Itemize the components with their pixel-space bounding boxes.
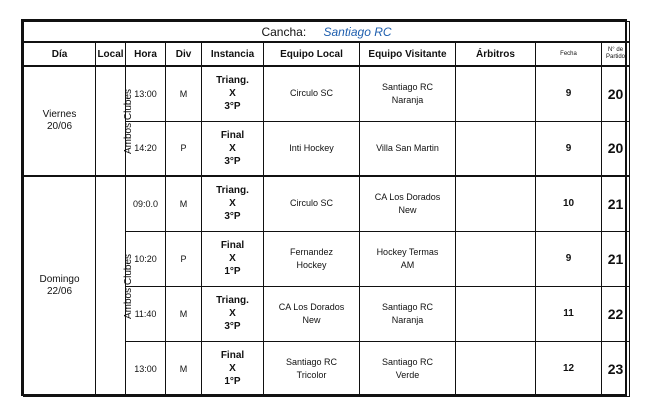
team-line: Santiago RC <box>381 356 434 367</box>
team-line: AM <box>400 259 415 270</box>
title-cell <box>24 22 630 43</box>
div-cell: M <box>166 176 202 231</box>
col-hora: Hora <box>126 42 166 66</box>
arbitros-cell <box>456 341 536 396</box>
instancia-cell <box>202 66 264 121</box>
arbitros-cell <box>456 176 536 231</box>
table-row <box>24 176 630 231</box>
col-partido <box>602 42 630 66</box>
col-fecha: Fecha <box>536 42 602 66</box>
instancia-line: X <box>229 253 236 264</box>
partido-cell: 22 <box>602 286 630 341</box>
instancia-line: 3°P <box>224 321 241 332</box>
col-partido-line2: Partido <box>605 54 625 60</box>
team-line: Villa San Martin <box>376 142 439 153</box>
fecha-cell: 9 <box>536 231 602 286</box>
fecha-cell: 12 <box>536 341 602 396</box>
local-cell <box>96 66 135 176</box>
instancia-line: Final <box>220 240 245 251</box>
div-cell: M <box>166 66 202 121</box>
equipo-local-cell <box>264 286 360 341</box>
partido-cell: 20 <box>602 66 630 121</box>
hora-cell: 13:00 <box>126 341 166 396</box>
equipo-visitante-cell <box>360 286 456 341</box>
instancia-line: 3°P <box>224 211 241 223</box>
equipo-local-cell <box>264 66 360 121</box>
team-line: Santiago RC <box>381 81 434 92</box>
team-line: Verde <box>395 369 420 380</box>
cancha-label: Cancha: <box>261 24 307 39</box>
partido-cell: 23 <box>602 341 630 396</box>
fixture-table <box>23 21 630 397</box>
fecha-cell: 10 <box>536 176 602 231</box>
hora-cell: 13:00 <box>126 66 166 121</box>
instancia-cell <box>202 176 264 231</box>
instancia-line: X <box>229 88 236 100</box>
instancia-line: Final <box>220 350 245 361</box>
day-name: Domingo <box>39 274 80 286</box>
local-text: Ambos Clubes <box>123 88 135 154</box>
instancia-line: 1°P <box>224 266 241 277</box>
column-header-row <box>24 42 630 66</box>
arbitros-cell <box>456 231 536 286</box>
team-line: Hockey Termas <box>376 246 439 257</box>
fecha-cell: 9 <box>536 66 602 121</box>
equipo-visitante-cell <box>360 231 456 286</box>
equipo-visitante-cell <box>360 121 456 176</box>
equipo-visitante-cell <box>360 66 456 121</box>
team-line: Hockey <box>296 259 327 270</box>
col-equipo-visitante: Equipo Visitante <box>360 42 456 66</box>
cancha-value: Santiago RC <box>323 24 392 39</box>
instancia-cell <box>202 341 264 396</box>
hora-cell: 10:20 <box>126 231 166 286</box>
team-line: Fernandez <box>289 246 334 257</box>
col-partido-line1: N° de <box>607 47 624 53</box>
equipo-visitante-cell <box>360 341 456 396</box>
instancia-line: Triang. <box>216 185 249 197</box>
partido-cell: 21 <box>602 176 630 231</box>
col-arbitros: Árbitros <box>456 42 536 66</box>
day-date: 20/06 <box>46 121 73 132</box>
instancia-cell <box>202 121 264 176</box>
instancia-cell <box>202 286 264 341</box>
hora-cell: 11:40 <box>126 286 166 341</box>
hora-cell: 14:20 <box>126 121 166 176</box>
equipo-local-cell <box>264 121 360 176</box>
team-line: Santiago RC <box>285 356 338 367</box>
instancia-line: 3°P <box>224 101 241 113</box>
team-line: Circulo SC <box>289 198 333 209</box>
instancia-line: X <box>229 308 236 319</box>
fecha-cell: 11 <box>536 286 602 341</box>
instancia-line: 3°P <box>224 155 241 167</box>
day-cell <box>24 66 96 176</box>
team-line: Naranja <box>391 94 424 105</box>
instancia-line: X <box>229 363 236 374</box>
col-local: Local <box>96 42 126 66</box>
team-line: Santiago RC <box>381 301 434 312</box>
team-line: Tricolor <box>296 369 327 380</box>
team-line: Inti Hockey <box>289 142 334 153</box>
team-line: Circulo SC <box>289 88 333 99</box>
day-cell <box>24 176 96 396</box>
col-equipo-local: Equipo Local <box>264 42 360 66</box>
team-line: New <box>302 314 321 325</box>
team-line: CA Los Dorados <box>278 301 345 312</box>
col-instancia: Instancia <box>202 42 264 66</box>
col-div: Div <box>166 42 202 66</box>
day-date: 22/06 <box>46 286 73 298</box>
instancia-line: 1°P <box>224 376 241 387</box>
instancia-cell <box>202 231 264 286</box>
div-cell: P <box>166 121 202 176</box>
arbitros-cell <box>456 286 536 341</box>
hora-cell: 09:0.0 <box>126 176 166 231</box>
fecha-cell: 9 <box>536 121 602 176</box>
div-cell: P <box>166 231 202 286</box>
local-text: Ambos Clubes <box>123 253 135 319</box>
partido-cell: 21 <box>602 231 630 286</box>
team-line: Naranja <box>391 314 424 325</box>
team-line: New <box>398 204 417 215</box>
arbitros-cell <box>456 121 536 176</box>
partido-cell: 20 <box>602 121 630 176</box>
equipo-local-cell <box>264 176 360 231</box>
equipo-local-cell <box>264 231 360 286</box>
instancia-line: X <box>229 198 236 210</box>
equipo-local-cell <box>264 341 360 396</box>
equipo-visitante-cell <box>360 176 456 231</box>
col-dia: Día <box>24 42 96 66</box>
arbitros-cell <box>456 66 536 121</box>
instancia-line: X <box>229 142 236 154</box>
div-cell: M <box>166 341 202 396</box>
instancia-line: Final <box>220 129 245 141</box>
instancia-line: Triang. <box>216 295 249 306</box>
day-name: Viernes <box>42 109 77 120</box>
team-line: CA Los Dorados <box>374 191 441 202</box>
local-cell <box>96 176 135 396</box>
div-cell: M <box>166 286 202 341</box>
instancia-line: Triang. <box>216 75 249 87</box>
table-row <box>24 66 630 121</box>
fixture-sheet <box>21 19 627 396</box>
